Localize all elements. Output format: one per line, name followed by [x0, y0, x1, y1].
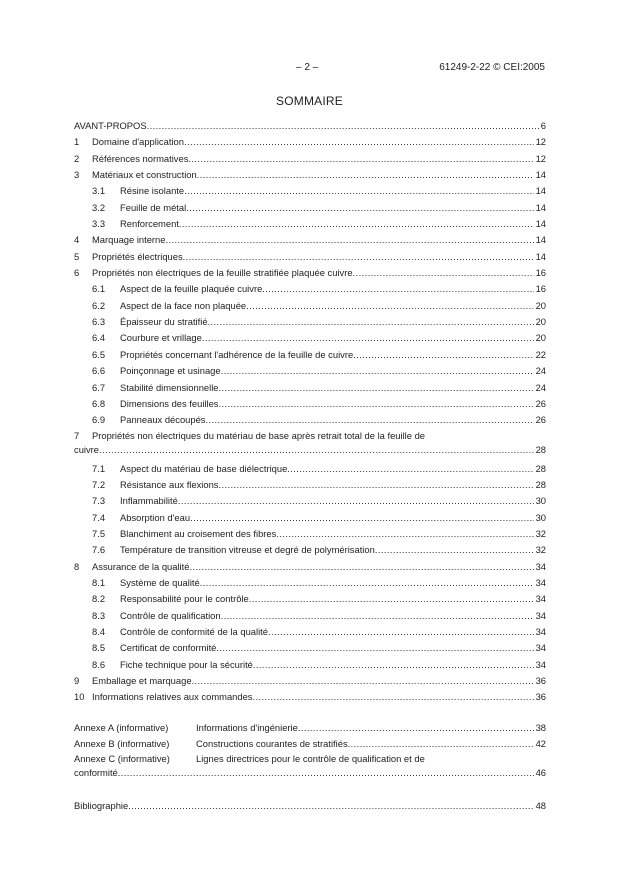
toc-subentry[interactable] [74, 347, 546, 363]
dot-leader [216, 640, 533, 656]
toc-entry[interactable] [74, 689, 546, 705]
toc-entry-page: 30 [535, 495, 546, 507]
toc-subentry[interactable] [74, 200, 546, 216]
toc-entry-number: 6.7 [92, 381, 106, 393]
document-reference: 61249-2-22 © CEI:2005 [439, 62, 545, 73]
toc-entry-page: 16 [535, 283, 546, 295]
toc-entry-number: 2 [74, 152, 80, 164]
toc-entry-label: Aspect de la face non plaquée [120, 299, 247, 311]
toc-entry-number: 7.1 [92, 462, 106, 474]
toc-entry-number: 7 [74, 429, 80, 441]
toc-subentry[interactable] [74, 183, 546, 199]
toc-subentry[interactable] [74, 575, 546, 591]
dot-leader [179, 216, 534, 232]
toc-title: SOMMAIRE [276, 94, 343, 108]
dot-leader [200, 575, 534, 591]
toc-subentry[interactable] [74, 640, 546, 656]
toc-entry-number: 6.6 [92, 365, 106, 377]
dot-leader [166, 232, 534, 248]
toc-subentry[interactable] [74, 461, 546, 477]
toc-entry-label: Certificat de conformité [120, 642, 217, 654]
toc-entry-number: 10 [74, 691, 85, 703]
dot-leader [188, 151, 533, 167]
dot-leader [99, 443, 534, 457]
toc-entry-page: 26 [535, 397, 546, 409]
dot-leader [287, 461, 533, 477]
dot-leader [268, 624, 534, 640]
dot-leader [221, 363, 534, 379]
toc-entry-number: 8.1 [92, 576, 106, 588]
toc-subentry[interactable] [74, 493, 546, 509]
toc-subentry[interactable] [74, 380, 546, 396]
toc-entry[interactable] [74, 134, 546, 150]
toc-subentry[interactable] [74, 477, 546, 493]
toc-entry-number: 3.1 [92, 185, 106, 197]
toc-subentry[interactable] [74, 281, 546, 297]
toc-entry-number: 3.2 [92, 201, 106, 213]
toc-entry-page: 42 [535, 738, 546, 750]
toc-entry-label: Panneaux découpés [120, 414, 206, 426]
toc-entry-label: Matériaux et construction [92, 169, 197, 181]
toc-entry-label: Courbure et vrillage [120, 332, 202, 344]
toc-subentry[interactable] [74, 591, 546, 607]
toc-entry-page: 34 [535, 593, 546, 605]
toc-entry-number: 3 [74, 169, 80, 181]
toc-entry-label: Feuille de métal [120, 201, 187, 213]
toc-entry-label: Domaine d'application [92, 136, 184, 148]
toc-entry-page: 36 [535, 675, 546, 686]
toc-annex-entry[interactable] [74, 752, 546, 784]
section-gap [74, 706, 546, 720]
dot-leader [178, 493, 534, 509]
toc-entry-label: Informations relatives aux commandes [92, 691, 253, 703]
toc-subentry[interactable] [74, 542, 546, 558]
toc-entry-page: 12 [535, 136, 546, 148]
toc-entry-number: 9 [74, 675, 80, 686]
toc-entry-label: Absorption d'eau [120, 511, 191, 523]
section-gap [74, 784, 546, 798]
toc-entry-number: 8 [74, 560, 80, 572]
toc-entry-number: 6 [74, 267, 80, 279]
toc-entry-label: AVANT-PROPOS [74, 120, 147, 131]
toc-entry-foreword[interactable] [74, 118, 546, 134]
toc-entry-page: 32 [535, 527, 546, 539]
dot-leader [262, 281, 533, 297]
toc-entry-page: 48 [535, 800, 546, 812]
table-of-contents [74, 118, 546, 815]
toc-entry-page: 22 [535, 348, 546, 360]
toc-annex-entry[interactable] [74, 720, 546, 736]
toc-entry-label: Propriétés non électriques de la feuille stratifiée plaquée cuivre [92, 267, 353, 279]
toc-entry-page: 28 [535, 443, 546, 455]
toc-entry-number: 3.3 [92, 218, 106, 230]
toc-entry-number: 8.6 [92, 658, 106, 670]
toc-entry-label: Propriétés concernant l'adhérence de la feuille de cuivre [120, 348, 354, 360]
toc-entry-number: 8.4 [92, 625, 106, 637]
toc-entry-label: Assurance de la qualité [92, 560, 190, 572]
toc-subentry[interactable] [74, 396, 546, 412]
dot-leader [253, 689, 534, 705]
toc-entry-page: 24 [535, 365, 546, 377]
toc-entry-label: Stabilité dimensionnelle [120, 381, 219, 393]
dot-leader [118, 766, 534, 780]
toc-entry-page: 34 [535, 560, 546, 572]
dot-leader [183, 249, 534, 265]
toc-entry[interactable] [74, 673, 546, 689]
annex-prefix: Annexe C (informative) [74, 753, 170, 765]
toc-entry-label: Emballage et marquage [92, 675, 192, 686]
dot-leader [128, 798, 533, 814]
toc-entry-label: Renforcement [120, 218, 179, 230]
dot-leader [147, 118, 539, 134]
page-header [0, 62, 619, 76]
toc-entry-page: 34 [535, 625, 546, 637]
toc-entry-number: 6.9 [92, 414, 106, 426]
toc-subentry[interactable] [74, 363, 546, 379]
toc-entry-page: 36 [535, 691, 546, 703]
dot-leader [206, 412, 534, 428]
toc-entry[interactable] [74, 232, 546, 248]
toc-entry-label: Dimensions des feuilles [120, 397, 219, 409]
toc-entry-page: 34 [535, 642, 546, 654]
dot-leader [208, 314, 534, 330]
toc-entry-page: 34 [535, 576, 546, 588]
toc-entry[interactable] [74, 151, 546, 167]
toc-entry-page: 16 [535, 267, 546, 279]
dot-leader [184, 134, 534, 150]
toc-entry-label: Poinçonnage et usinage [120, 365, 221, 377]
toc-entry-page: 34 [535, 658, 546, 670]
toc-entry-page: 14 [535, 250, 546, 262]
toc-entry-page: 38 [535, 721, 546, 733]
toc-entry-page: 26 [535, 414, 546, 426]
toc-entry-page: 24 [535, 381, 546, 393]
dot-leader [221, 608, 534, 624]
toc-subentry[interactable] [74, 298, 546, 314]
toc-entry-number: 6.1 [92, 283, 106, 295]
toc-entry-label: Contrôle de qualification [120, 609, 221, 621]
toc-subentry[interactable] [74, 608, 546, 624]
toc-entry-number: 7.4 [92, 511, 106, 523]
dot-leader [348, 736, 534, 752]
toc-entry-label: Blanchiment au croisement des fibres [120, 527, 277, 539]
toc-entry-page: 46 [535, 767, 546, 779]
toc-subentry[interactable] [74, 657, 546, 673]
toc-entry-number: 7.6 [92, 544, 106, 556]
toc-entry-label: Constructions courantes de stratifiés [196, 738, 348, 750]
toc-entry-number: 8.3 [92, 609, 106, 621]
toc-subentry[interactable] [74, 216, 546, 232]
toc-entry-number: 7.2 [92, 478, 106, 490]
toc-entry-label: Inflammabilité [120, 495, 178, 507]
toc-entry-label: Système de qualité [120, 576, 200, 588]
dot-leader [298, 720, 534, 736]
toc-entry-label: Propriétés électriques [92, 250, 183, 262]
dot-leader [253, 657, 534, 673]
toc-entry-page: 14 [535, 201, 546, 213]
toc-entry-label: Références normatives [92, 152, 189, 164]
toc-entry-number: 5 [74, 250, 80, 262]
toc-entry-number: 7.3 [92, 495, 106, 507]
dot-leader [186, 200, 533, 216]
toc-entry-bibliography[interactable] [74, 798, 546, 814]
toc-entry-label: Propriétés non électriques du matériau de base après retrait total de la feuille de [92, 429, 426, 441]
toc-entry-label: Aspect du matériau de base diélectrique [120, 462, 288, 474]
toc-annex-entry[interactable] [74, 736, 546, 752]
toc-entry-number: 6.5 [92, 348, 106, 360]
dot-leader [192, 673, 534, 689]
toc-entry-page: 28 [535, 462, 546, 474]
toc-entry-page: 14 [535, 218, 546, 230]
dot-leader [184, 183, 533, 199]
toc-subentry[interactable] [74, 526, 546, 542]
toc-entry-number: 8.5 [92, 642, 106, 654]
toc-entry-page: 12 [535, 152, 546, 164]
toc-entry[interactable] [74, 265, 546, 281]
toc-entry-page: 32 [535, 544, 546, 556]
dot-leader [202, 330, 534, 346]
toc-entry-number: 6.8 [92, 397, 106, 409]
dot-leader [197, 167, 534, 183]
toc-entry-label: Résistance aux flexions [120, 478, 219, 490]
toc-entry-label: Fiche technique pour la sécurité [120, 658, 253, 670]
dot-leader [189, 559, 533, 575]
toc-entry-page: 34 [535, 609, 546, 621]
toc-entry-number: 6.4 [92, 332, 106, 344]
toc-entry[interactable] [74, 167, 546, 183]
toc-entry[interactable] [74, 429, 546, 461]
toc-entry-number: 6.2 [92, 299, 106, 311]
toc-entry-label: Aspect de la feuille plaquée cuivre [120, 283, 263, 295]
dot-leader [246, 298, 533, 314]
toc-subentry[interactable] [74, 624, 546, 640]
toc-subentry[interactable] [74, 314, 546, 330]
dot-leader [375, 542, 534, 558]
toc-entry-label: Marquage interne [92, 234, 166, 246]
toc-entry-number: 6.3 [92, 316, 106, 328]
toc-entry-label: Bibliographie [74, 800, 129, 812]
toc-entry-page: 6 [540, 120, 546, 131]
toc-subentry[interactable] [74, 330, 546, 346]
toc-entry-label: Résine isolante [120, 185, 185, 197]
dot-leader [219, 380, 534, 396]
toc-entry-page: 20 [535, 332, 546, 344]
toc-entry-page: 20 [535, 299, 546, 311]
dot-leader [353, 347, 533, 363]
toc-entry-page: 14 [535, 185, 546, 197]
toc-entry-number: 7.5 [92, 527, 106, 539]
toc-entry[interactable] [74, 559, 546, 575]
annex-prefix: Annexe B (informative) [74, 738, 170, 750]
dot-leader [190, 510, 533, 526]
dot-leader [218, 396, 533, 412]
toc-entry-page: 14 [535, 234, 546, 246]
toc-entry-label-continued: cuivre [74, 443, 100, 455]
dot-leader [353, 265, 534, 281]
toc-entry-number: 8.2 [92, 593, 106, 605]
toc-subentry[interactable] [74, 510, 546, 526]
toc-entry-label: Lignes directrices pour le contrôle de qualification et de [196, 753, 425, 765]
toc-entry-label: Épaisseur du stratifié [120, 316, 208, 328]
toc-entry-label: Température de transition vitreuse et degré de polymérisation [120, 544, 375, 556]
toc-entry-page: 28 [535, 478, 546, 490]
toc-entry-number: 1 [74, 136, 80, 148]
toc-entry-page: 30 [535, 511, 546, 523]
dot-leader [219, 477, 534, 493]
page-number: – 2 – [296, 62, 319, 73]
toc-entry-label: Contrôle de conformité de la qualité [120, 625, 269, 637]
toc-subentry[interactable] [74, 412, 546, 428]
toc-entry-label: Informations d'ingénierie [196, 721, 298, 733]
toc-entry-number: 4 [74, 234, 80, 246]
dot-leader [249, 591, 534, 607]
annex-prefix: Annexe A (informative) [74, 721, 169, 733]
toc-entry-page: 14 [535, 169, 546, 181]
toc-entry[interactable] [74, 249, 546, 265]
toc-entry-label: Responsabilité pour le contrôle [120, 593, 249, 605]
dot-leader [276, 526, 533, 542]
toc-entry-label-continued: conformité [74, 767, 118, 779]
toc-entry-page: 20 [535, 316, 546, 328]
